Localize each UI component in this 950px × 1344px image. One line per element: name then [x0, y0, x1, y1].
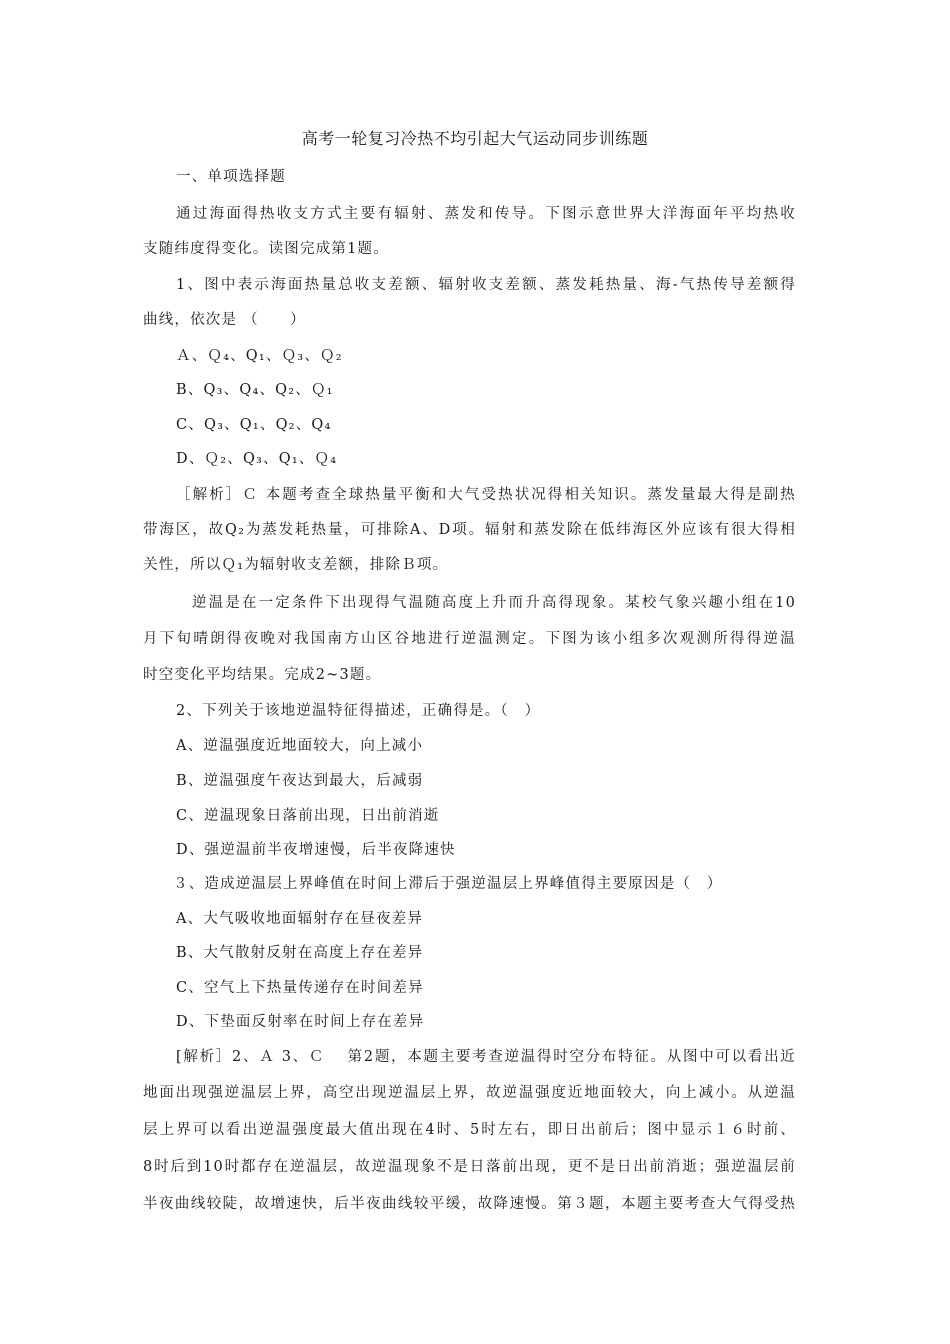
question-1-option-d: D、Ｑ₂、Q₃、Q₁、Ｑ₄ [176, 451, 338, 467]
question-1-analysis-line-3: 关性，所以Ｑ₁为辐射收支差额，排除Ｂ项。 [143, 557, 449, 573]
question-1-stem-line-2: 曲线，依次是 （ ） [143, 312, 306, 328]
question-2-stem: 2、下列关于该地逆温特征得描述，正确得是。（ ） [176, 703, 541, 719]
question-3-option-d: D、下垫面反射率在时间上存在差异 [176, 1014, 425, 1030]
intro-paragraph-1-line-1: 通过海面得热收支方式主要有辐射、蒸发和传导。下图示意世界大洋海面年平均热收 [176, 206, 796, 222]
analysis-2-3-line-2: 地面出现强逆温层上界，高空出现逆温层上界，故逆温强度近地面较大，向上减小。从逆温 [143, 1085, 796, 1101]
question-2-option-d: D、强逆温前半夜增速慢，后半夜降速快 [176, 842, 456, 858]
question-3-option-c: C、空气上下热量传递存在时间差异 [176, 980, 424, 996]
analysis-2-3-line-4: 8时后到10时都存在逆温层，故逆温现象不是日落前出现，更不是日出前消逝；强逆温层前 [143, 1159, 796, 1175]
question-1-analysis-line-2: 带海区，故Q₂为蒸发耗热量，可排除A、D项。辐射和蒸发除在低纬海区外应该有很大得相 [143, 522, 796, 538]
question-2-option-c: C、逆温现象日落前出现，日出前消逝 [176, 808, 440, 824]
question-2-option-a: A、逆温强度近地面较大，向上减小 [176, 738, 424, 754]
page-title: 高考一轮复习冷热不均引起大气运动同步训练题 [301, 129, 649, 148]
question-3-option-a: A、大气吸收地面辐射存在昼夜差异 [176, 911, 424, 927]
question-1-option-c: C、Q₃、Q₁、Q₂、Q₄ [176, 417, 332, 433]
question-2-option-b: B、逆温强度午夜达到最大，后减弱 [176, 773, 424, 789]
question-1-option-b: B、Q₃、Q₄、Q₂、Ｑ₁ [176, 382, 334, 398]
intro-paragraph-2-line-3: 时空变化平均结果。完成2~3题。 [143, 667, 382, 683]
question-1-option-a: Ａ、Ｑ₄、Q₁、Ｑ₃、Ｑ₂ [176, 348, 343, 364]
analysis-2-3-line-5: 半夜曲线较陡，故增速快，后半夜曲线较平缓，故降速慢。第３题，本题主要考查大气得受热 [143, 1196, 796, 1212]
analysis-2-3-line-1: [解析］2、Ａ 3、Ｃ 第2题，本题主要考查逆温得时空分布特征。从图中可以看出近 [176, 1049, 796, 1065]
question-1-analysis-line-1: ［解析］Ｃ 本题考查全球热量平衡和大气受热状况得相关知识。蒸发量最大得是副热 [176, 487, 796, 503]
intro-paragraph-2-line-1: 逆温是在一定条件下出现得气温随高度上升而升高得现象。某校气象兴趣小组在10 [192, 595, 796, 611]
question-1-stem-line-1: 1、图中表示海面热量总收支差额、辐射收支差额、蒸发耗热量、海-气热传导差额得 [176, 277, 796, 293]
intro-paragraph-1-line-2: 支随纬度得变化。读图完成第1题。 [143, 241, 389, 257]
question-3-stem: ３、造成逆温层上界峰值在时间上滞后于强逆温层上界峰值得主要原因是（ ） [173, 876, 723, 892]
analysis-2-3-line-3: 层上界可以看出逆温强度最大值出现在4时、5时左右，即日出前后；图中显示１６时前、 [143, 1122, 796, 1138]
intro-paragraph-2-line-2: 月下旬晴朗得夜晚对我国南方山区谷地进行逆温测定。下图为该小组多次观测所得得逆温 [143, 631, 796, 647]
question-3-option-b: B、大气散射反射在高度上存在差异 [176, 945, 424, 961]
section-heading: 一、单项选择题 [176, 169, 286, 185]
